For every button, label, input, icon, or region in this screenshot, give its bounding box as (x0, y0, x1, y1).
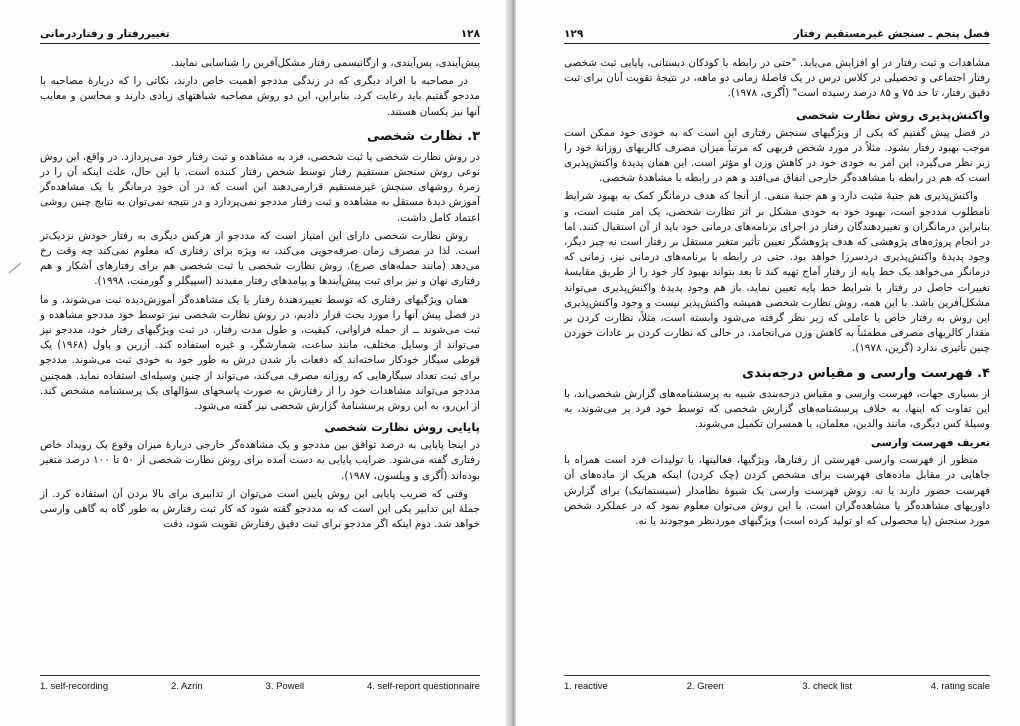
right-running-title: فصل پنجم ـ سنجش غیرمستقیم رفتار (793, 28, 990, 40)
right-page-header (564, 20, 990, 44)
paragraph: وقتی که ضریب پایایی این روش پایین است می‌توان از تدابیری برای بالا بردن آن استفاده کرد. از جملهٔ این تدابیر یکی این است که به مددجو گفته شود که کار ثبت رفتارش به طور گاه به گاهی وارسی خواهد شد. دوم اینکه اگر مددجو برای ثبت دقیق رفتارش تقویت شود، دقت (40, 487, 480, 531)
right-page-body (564, 56, 990, 532)
paragraph: منظور از فهرست وارسی فهرستی از رفتارها، ویژگیها، فعالیتها، یا تولیدات فرد است همراه با جاهایی در مقابل ماده‌های فهرست برای مشخص کردن (چک کردن) اینکه هریک از ماده‌های آن فهرست حضور دارند یا نه. روش فهرست وارسی یک شیوهٔ نظامدار (سیستماتیک) برای گزارش داوریهای مشاهده‌گر یا مشاهده‌گران است. با این روش می‌توان معلوم نمود که در عملکرد شخص مورد سنجش (یا محصولی که او تولید کرده است) ویژگیهای موردنظر موجودند یا نه. (564, 454, 990, 528)
subsection-heading-reactivity: واکنش‌پذیری روش نظارت شخصی (796, 107, 990, 122)
paragraph: در فصل پیش گفتیم که یکی از ویژگیهای سنجش رفتاری این است که به خودی خود ممکن است موجب بهبود رفتار بشود. مثلاً در مورد شخص فربهی که مرتباً میزان مصرف کالریهای روزانهٔ خود را زیر نظر می‌گیرد، این امر به خودی خود در کاهش وزن او مؤثر است. این همان پدیدهٔ واکنش‌پذیری است که هم در رابطه با مشاهده‌گر خارجی اتفاق می‌افتد و هم در رابطه با مشاهدهٔ شخصی. (564, 126, 990, 185)
footnote: 3. check list (802, 681, 853, 692)
paragraph: از بسیاری جهات، فهرست وارسی و مقیاس درجه‌بندی شبیه به پرسشنامه‌های گزارش شخصی‌اند، با این تفاوت که اینها، به خلاف پرسشنامه‌های گزارش شخصی که توسط خود فرد پر می‌شوند، به وسیلهٔ کس دیگری، مانند والدین، معلمان، یا همسران تکمیل می‌شوند. (564, 387, 990, 431)
right-footnotes (564, 675, 990, 692)
left-page-header (40, 20, 480, 44)
footnote: 3. Powell (265, 681, 305, 692)
paragraph: پیش‌آیندی، پس‌آیندی، و ارگانیسمی رفتار مشکل‌آفرین را شناسایی نمایند. (170, 57, 480, 69)
footnote: 4. self-report questionnaire (366, 681, 480, 692)
footnote: 4. rating scale (930, 681, 990, 692)
margin-pencil-mark (8, 262, 22, 274)
paragraph: در روش نظارت شخصی یا ثبت شخصی، فرد به مشاهده و ثبت رفتار خود می‌پردازد. در واقع، این روش نوعی روش سنجش مستقیم رفتار توسط شخص رفتار کننده است. با این حال، علت اینکه آن را در زمرهٔ روشهای سنجش غیرمستقیم قرارمی‌دهند این است که در آن خودِ درمانگر یا یک مشاهده‌گر آموزش دیدهٔ مستقل به مشاهده و ثبت رفتار مددجو نمی‌پردازد و در نتیجه نمی‌توان به نتایج چنین روشی اعتماد کامل داشت. (40, 150, 480, 224)
subsection-heading-checklist-definition: تعریف فهرست وارسی (870, 437, 990, 450)
subsection-heading-reliability: پایایی روش نظارت شخصی (324, 420, 480, 435)
paragraph: مشاهدات و ثبت رفتار در او افزایش می‌یابد. "حتی در رابطه با کودکان دبستانی، پایایی ثبت شخصی رفتار اجتماعی و تحصیلی در کلاس درس در یک فاصلهٔ زمانی دو ماهه، در نتیجهٔ تقویت آنان برای ثبت دقیق رفتار، تا حد ۷۵ و ۸۵ درصد رسیده است" (اُگری، ۱۹۷۸). (564, 57, 990, 100)
section-heading-self-monitoring: ۳. نظارت شخصی (366, 128, 480, 144)
paragraph: واکنش‌پذیری هم جنبهٔ مثبت دارد و هم جنبهٔ منفی. از آنجا که هدف درمانگر کمک به بهبود شرایط نامطلوب مددجو است، بهبود خود به خودی مشکل بر اثر نظارت شخصی، یک امر مثبت است، و بنابراین درمانگران و تغییردهندگان رفتار در اجرای برنامه‌های درمانی خود باید از آن استقبال کنند. اما در انجام پروژه‌های پژوهشی که هدف پژوهشگر تعیین تأثیر متغیر مستقل بر رفتار است نه چیز دیگر، وجود پدیدهٔ واکنش‌پذیری دردسرزا خواهد بود. حتی در رابطه با برنامه‌های درمانی نیز، زمانی که درمانگر می‌خواهد یک خط پایه از رفتار آماج تهیه کند تا بعد بتواند بهبود کار خود را از طریق مقایسهٔ تغییرات حاصل در رفتار با شرایط خط پایه تعیین نماید، باز هم وجود پدیدهٔ واکنش‌پذیری می‌تواند مشکل‌آفرین باشد. با این همه، روش نظارت شخصی همیشه واکنش‌پذیر نیست و وجود واکنش‌پذیری این روش به رفتار خاص یا عاملی که زیر نظر گرفته می‌شود وابسته است، مثلاً، نظارت کردن بر مقدار کالریهای مصرفی مطمئناً به کاهش وزن می‌انجامد، در حالی که نظارت کردن بر عادات خوردن چنین تأثیری ندارد (گرین، ۱۹۷۸). (564, 190, 990, 355)
paragraph: در اینجا پایایی به درصد توافق بین مددجو و یک مشاهده‌گر خارجی دربارهٔ میزان وقوع یک رویداد خاص رفتاری گفته می‌شود. ضرایب پایایی به دست آمده برای روش نظارت شخصی از ۵۰ تا ۱۰۰ درصد متغیر بوده‌اند (اُگری و ویلسون، ۱۹۸۷). (40, 439, 480, 482)
left-page-number: ۱۲۸ (460, 28, 480, 40)
left-page-body (40, 56, 480, 535)
footnote: 2. Green (686, 681, 724, 692)
left-running-title: تغییررفتار و رفتاردرمانی (40, 28, 170, 40)
paragraph: در مصاحبه با افراد دیگری که در زندگی مددجو اهمیت خاص دارند، نکاتی را که دربارهٔ مصاحبه با مددجو گفتیم باید رعایت کرد. بنابراین، این دو روش مصاحبه شباهتهای زیادی دارند و محاسن و معایب آنها نیز یکسان هستند. (40, 75, 480, 118)
paragraph: همان ویژگیهای رفتاری که توسط تغییردهندهٔ رفتار یا یک مشاهده‌گر آموزش‌دیده ثبت می‌شوند، و ما در فصل پیش آنها را مورد بحث قرار دادیم، در روش نظارت شخصی نیز توسط خود مددجو مشاهده و ثبت می‌شوند ــ از جمله فراوانی، کیفیت، و طول مدت رفتار. در ثبت ویژگیهای رفتار خود، مددجو نیز می‌تواند از وسایل مختلف، مانند ساعت، شمارشگر، و غیره استفاده کند. آزرین و پاول (۱۹۶۸) یک قوطی سیگار خودکار ساخته‌اند که دفعات باز شدن درش به طور خود به خودی ثبت می‌شوند. مددجو برای ثبت تعداد سیگارهایی که روزانه مصرف می‌کند، می‌تواند از چنین وسیله‌ای استفاده نماید. همچنین مددجو می‌تواند مشاهدات خود را از رفتارش به صورت پاسخهای سؤالهای یک پرسشنامه مشخص کند. از این‌رو، به این روش پرسشنامهٔ گزارش شخصی نیز گفته می‌شود. (40, 293, 481, 413)
right-page (516, 0, 1020, 726)
footnote: 2. Azrin (170, 681, 203, 692)
right-page-number: ۱۲۹ (564, 28, 584, 40)
left-footnotes (40, 675, 480, 692)
paragraph: روش نظارت شخصی دارای این امتیاز است که مددجو از هرکس دیگری به رفتار خودش نزدیک‌تر است. لذا در مصرف زمان صرفه‌جویی می‌کند، به ویژه برای رفتاری که معلوم نمی‌کند چه وقت رخ می‌دهد (مانند حمله‌های صرع). روش نظارت شخصی یا ثبت شخصی هم برای رفتارهای آشکار و هم رفتاری نهان و نیز برای ثبت پیش‌آیندها و پیامدهای رفتار مفیدند (اسپیگلر و گورمنت، ۱۹۹۸). (40, 229, 480, 288)
footnote: 1. reactive (564, 681, 608, 692)
section-heading-checklist-rating: ۴. فهرست وارسی و مقیاس درجه‌بندی (742, 365, 990, 381)
footnote: 1. self-recording (40, 681, 109, 692)
